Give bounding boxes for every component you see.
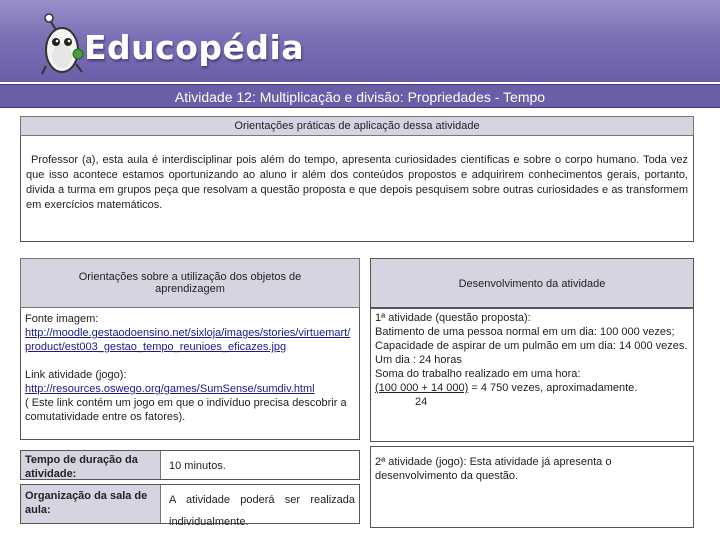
dev-calc [375, 381, 689, 395]
atividade2-box [370, 446, 694, 528]
calc-divisor: 24 [415, 396, 428, 408]
duracao-label: Tempo de duração da atividade: [21, 451, 161, 479]
title-bar [0, 84, 720, 108]
orientacoes-praticas-heading: Orientações práticas de aplicação dessa atividade [20, 116, 694, 136]
jogo-link[interactable]: http://resources.oswego.org/games/SumSense/sumdiv.html [25, 383, 315, 395]
atividade2-text: 2ª atividade (jogo): Esta atividade já apresenta o desenvolvimento da questão. [375, 456, 612, 482]
brand-name: Educopédia [84, 28, 305, 67]
page-title: Atividade 12: Multiplicação e divisão: Propriedades - Tempo [174, 89, 546, 105]
fonte-label: Fonte imagem: [25, 313, 99, 325]
desenvolvimento-heading: Desenvolvimento da atividade [458, 278, 606, 290]
orientacoes-praticas-box [20, 116, 694, 242]
organizacao-row [20, 484, 360, 528]
desenvolvimento-box [370, 308, 694, 442]
desenvolvimento-heading-box [370, 258, 694, 308]
organizacao-label: Organização da sala de aula: [21, 485, 161, 523]
objetos-heading: Orientações sobre a utilização dos objetos de aprendizagem [20, 258, 360, 308]
calc-sum: (100 000 + 14 000) [375, 382, 469, 394]
dev-line-3: Capacidade de aspirar de um pulmão em um dia: 14 000 vezes. [375, 340, 688, 352]
duracao-row [20, 450, 360, 480]
duracao-value: 10 minutos. [169, 460, 226, 472]
desenvolvimento-content [375, 311, 689, 409]
jogo-label: Link atividade (jogo): [25, 369, 127, 381]
fonte-image-link[interactable]: http://moodle.gestaodoensino.net/sixloja/images/stories/virtuemart/product/est003_gestao_tempo_reunioes_eficazes.jpg [25, 327, 351, 353]
orientacoes-praticas-text: Professor (a), esta aula é interdisciplinar pois além do tempo, apresenta curiosidades científicas e sobre o corpo humano. Toda vez que isso acontece estamos oportunizando ao aluno ir além dos conteúdos propostos e adquirirem conhecimentos gerais, portanto, divida a turma em grupos peça que resolvam a questão proposta e que depois pesquisem sobre outras curiosidades e as transformem em exercícios matemáticos. [26, 154, 688, 211]
calc-result: = 4 750 vezes, aproximadamente. [468, 382, 638, 394]
objetos-content [25, 312, 355, 424]
header-banner [0, 0, 720, 82]
dev-line-2: Batimento de uma pessoa normal em um dia: 100 000 vezes; [375, 326, 675, 338]
jogo-note: ( Este link contém um jogo em que o indivíduo precisa descobrir a comutatividade entre os fatores). [25, 397, 347, 423]
organizacao-value: A atividade poderá ser realizada individualmente. [169, 494, 355, 528]
objetos-box [20, 258, 360, 440]
dev-line-4: Um dia : 24 horas [375, 354, 462, 366]
dev-line-1: 1ª atividade (questão proposta): [375, 312, 531, 324]
dev-line-5: Soma do trabalho realizado em uma hora: [375, 368, 581, 380]
